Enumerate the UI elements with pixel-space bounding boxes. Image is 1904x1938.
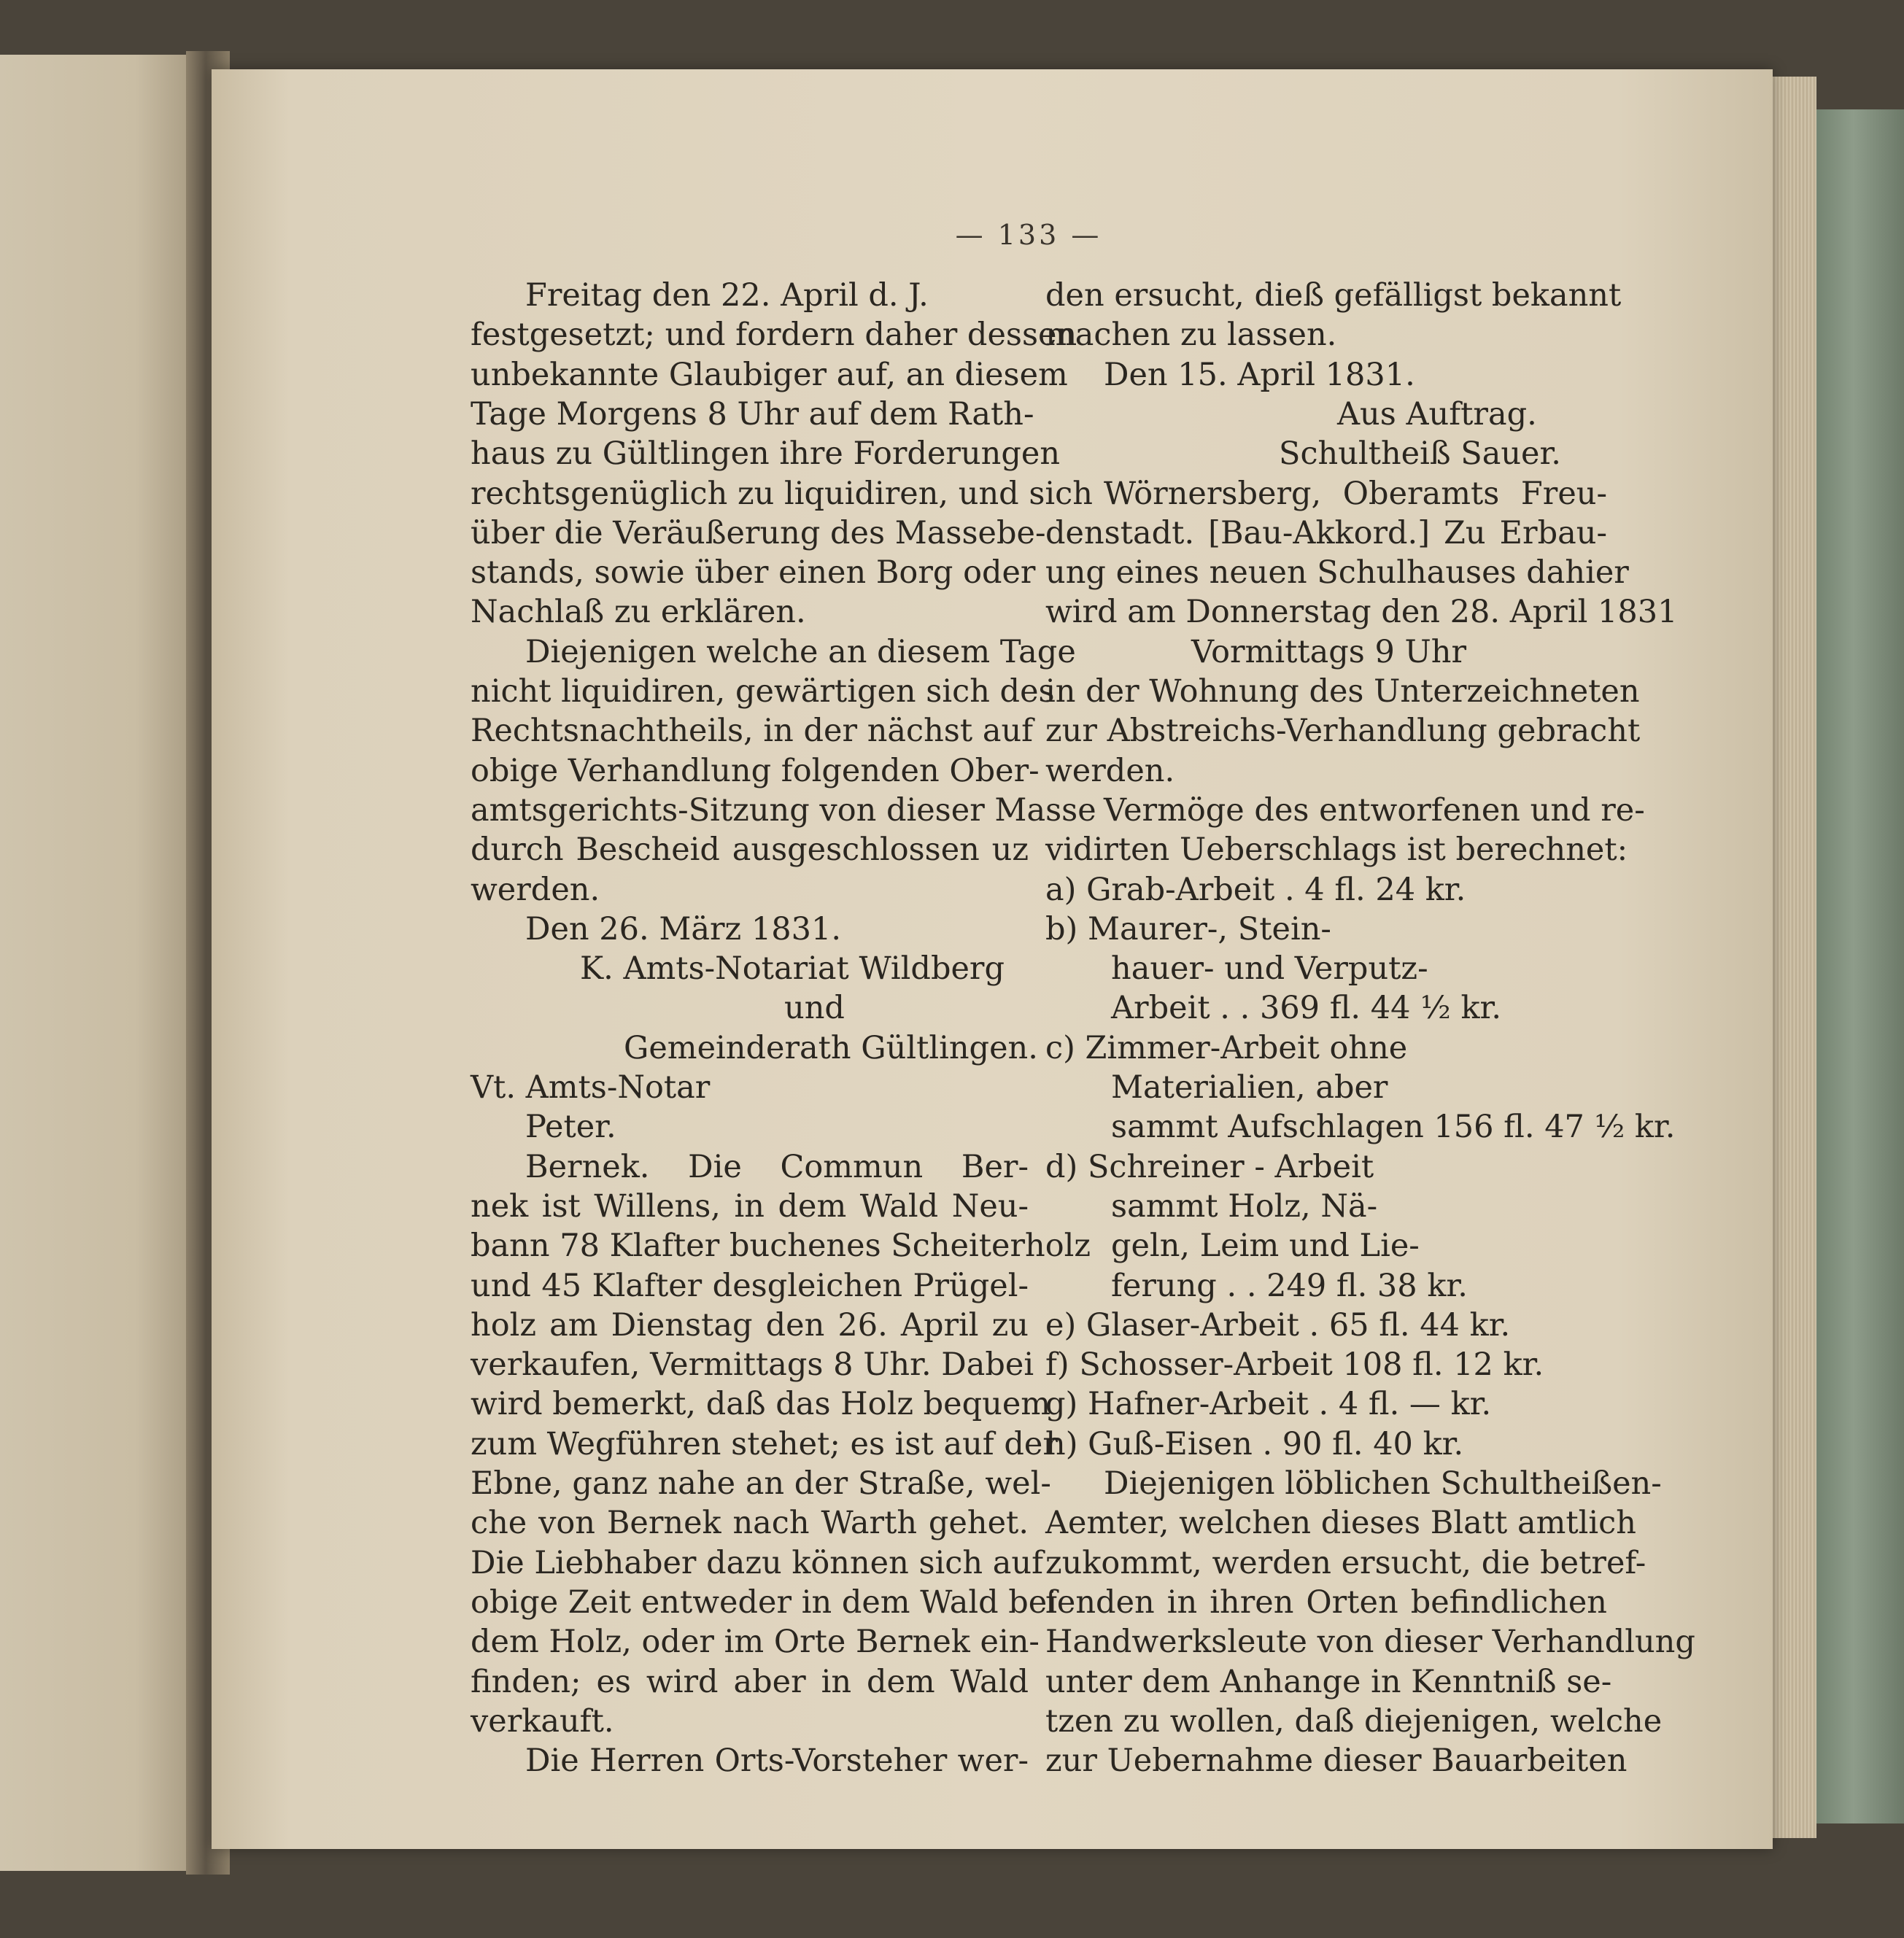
text-line: unbekannte Glaubiger auf, an diesem	[471, 356, 1068, 393]
text-line: a) Grab-Arbeit . 4 fl. 24 kr.	[1045, 871, 1466, 908]
text-line: sammt Holz, Nä-	[1111, 1187, 1378, 1225]
text-line: fenden in ihren Orten befindlichen	[1045, 1584, 1607, 1621]
text-line: sammt Aufschlagen 156 fl. 47 ½ kr.	[1111, 1109, 1676, 1146]
text-line: Wörnersberg, Oberamts Freu-	[1104, 475, 1607, 512]
text-line: und 45 Klafter desgleichen Prügel-	[471, 1267, 1029, 1304]
page-edges	[1765, 77, 1816, 1838]
text-line: unter dem Anhange in Kenntniß se-	[1045, 1663, 1612, 1700]
text-line: che von Bernek nach Warth gehet.	[471, 1505, 1029, 1542]
text-line: Aemter, welchen dieses Blatt amtlich	[1045, 1505, 1636, 1542]
text-line: tzen zu wollen, daß diejenigen, welche	[1045, 1702, 1663, 1740]
text-line: wird bemerkt, daß das Holz bequem	[471, 1386, 1051, 1423]
text-line: K. Amts-Notariat Wildberg	[580, 950, 1005, 988]
text-line: Vormittags 9 Uhr	[1191, 633, 1467, 670]
text-line: b) Maurer-, Stein-	[1045, 910, 1331, 947]
text-line: über die Veräußerung des Massebe-	[471, 514, 1046, 551]
text-line: Die Herren Orts-Vorsteher wer-	[525, 1743, 1029, 1780]
text-line: nek ist Willens, in dem Wald Neu-	[471, 1187, 1029, 1225]
text-line: Peter.	[525, 1109, 616, 1146]
text-line: Nachlaß zu erklären.	[471, 594, 806, 631]
text-line: Die Liebhaber dazu können sich auf	[471, 1544, 1043, 1581]
text-line: g) Hafner-Arbeit . 4 fl. — kr.	[1045, 1386, 1492, 1423]
text-line: Diejenigen löblichen Schultheißen-	[1104, 1465, 1662, 1502]
text-line: zur Uebernahme dieser Bauarbeiten	[1045, 1743, 1628, 1780]
text-line: Materialien, aber	[1111, 1069, 1388, 1106]
text-line: werden.	[471, 871, 600, 908]
text-line: holz am Dienstag den 26. April zu	[471, 1306, 1029, 1344]
text-line: in der Wohnung des Unterzeichneten	[1045, 673, 1640, 710]
left-page	[0, 55, 193, 1871]
text-line: obige Verhandlung folgenden Ober-	[471, 752, 1040, 789]
text-line: stands, sowie über einen Borg oder	[471, 554, 1036, 592]
text-line: dem Holz, oder im Orte Bernek ein-	[471, 1624, 1040, 1661]
text-line: f) Schosser-Arbeit 108 fl. 12 kr.	[1045, 1346, 1544, 1384]
text-line: Arbeit . . 369 fl. 44 ½ kr.	[1111, 990, 1502, 1027]
text-line: haus zu Gültlingen ihre Forderungen	[471, 435, 1061, 473]
text-line: ferung . . 249 fl. 38 kr.	[1111, 1267, 1468, 1304]
text-line: rechtsgenüglich zu liquidiren, und sich	[471, 475, 1093, 512]
text-line: zukommt, werden ersucht, die betref-	[1045, 1544, 1646, 1581]
page-number: — 133 —	[955, 219, 1102, 251]
book-cover-edge	[1809, 109, 1904, 1823]
text-line: Handwerksleute von dieser Verhandlung	[1045, 1624, 1695, 1661]
text-line: werden.	[1045, 752, 1175, 789]
text-line: d) Schreiner - Arbeit	[1045, 1148, 1374, 1185]
text-line: nicht liquidiren, gewärtigen sich des	[471, 673, 1055, 710]
text-line: hauer- und Verputz-	[1111, 950, 1428, 988]
text-line: Den 26. März 1831.	[525, 910, 841, 947]
text-line: finden; es wird aber in dem Wald	[471, 1663, 1029, 1700]
text-line: e) Glaser-Arbeit . 65 fl. 44 kr.	[1045, 1306, 1511, 1344]
text-line: ung eines neuen Schulhauses dahier	[1045, 554, 1629, 592]
text-line: c) Zimmer-Arbeit ohne	[1045, 1029, 1408, 1066]
text-line: bann 78 Klafter buchenes Scheiterholz	[471, 1228, 1091, 1265]
text-line: zum Wegführen stehet; es ist auf der	[471, 1425, 1058, 1462]
text-line: denstadt. [Bau-Akkord.] Zu Erbau-	[1045, 514, 1607, 551]
text-line: Tage Morgens 8 Uhr auf dem Rath-	[471, 395, 1034, 433]
text-line: verkauft.	[471, 1702, 614, 1740]
text-line: Schultheiß Sauer.	[1279, 435, 1561, 473]
text-line: durch Bescheid ausgeschlossen uz	[471, 832, 1029, 869]
text-line: Diejenigen welche an diesem Tage	[525, 633, 1076, 670]
text-line: Aus Auftrag.	[1337, 395, 1537, 433]
text-line: obige Zeit entweder in dem Wald bei	[471, 1584, 1058, 1621]
text-line: amtsgerichts-Sitzung von dieser Masse	[471, 791, 1096, 829]
text-line: h) Guß-Eisen . 90 fl. 40 kr.	[1045, 1425, 1464, 1462]
text-line: machen zu lassen.	[1045, 317, 1337, 354]
text-line: Freitag den 22. April d. J.	[525, 277, 929, 314]
text-line: den ersucht, dieß gefälligst bekannt	[1045, 277, 1622, 314]
text-line: verkaufen, Vermittags 8 Uhr. Dabei	[471, 1346, 1034, 1384]
text-line: wird am Donnerstag den 28. April 1831	[1045, 594, 1678, 631]
text-line: zur Abstreichs-Verhandlung gebracht	[1045, 713, 1641, 750]
text-line: Ebne, ganz nahe an der Straße, wel-	[471, 1465, 1051, 1502]
text-line: festgesetzt; und fordern daher dessen	[471, 317, 1077, 354]
text-line: Vermöge des entworfenen und re-	[1104, 791, 1645, 829]
text-line: geln, Leim und Lie-	[1111, 1228, 1420, 1265]
text-line: Rechtsnachtheils, in der nächst auf	[471, 713, 1034, 750]
text-line: Den 15. April 1831.	[1104, 356, 1415, 393]
text-line: Gemeinderath Gültlingen.	[624, 1029, 1038, 1066]
text-line: Vt. Amts-Notar	[471, 1069, 711, 1106]
text-line: vidirten Ueberschlags ist berechnet:	[1045, 832, 1628, 869]
text-line: Bernek. Die Commun Ber-	[525, 1148, 1029, 1185]
text-line: und	[784, 990, 845, 1027]
